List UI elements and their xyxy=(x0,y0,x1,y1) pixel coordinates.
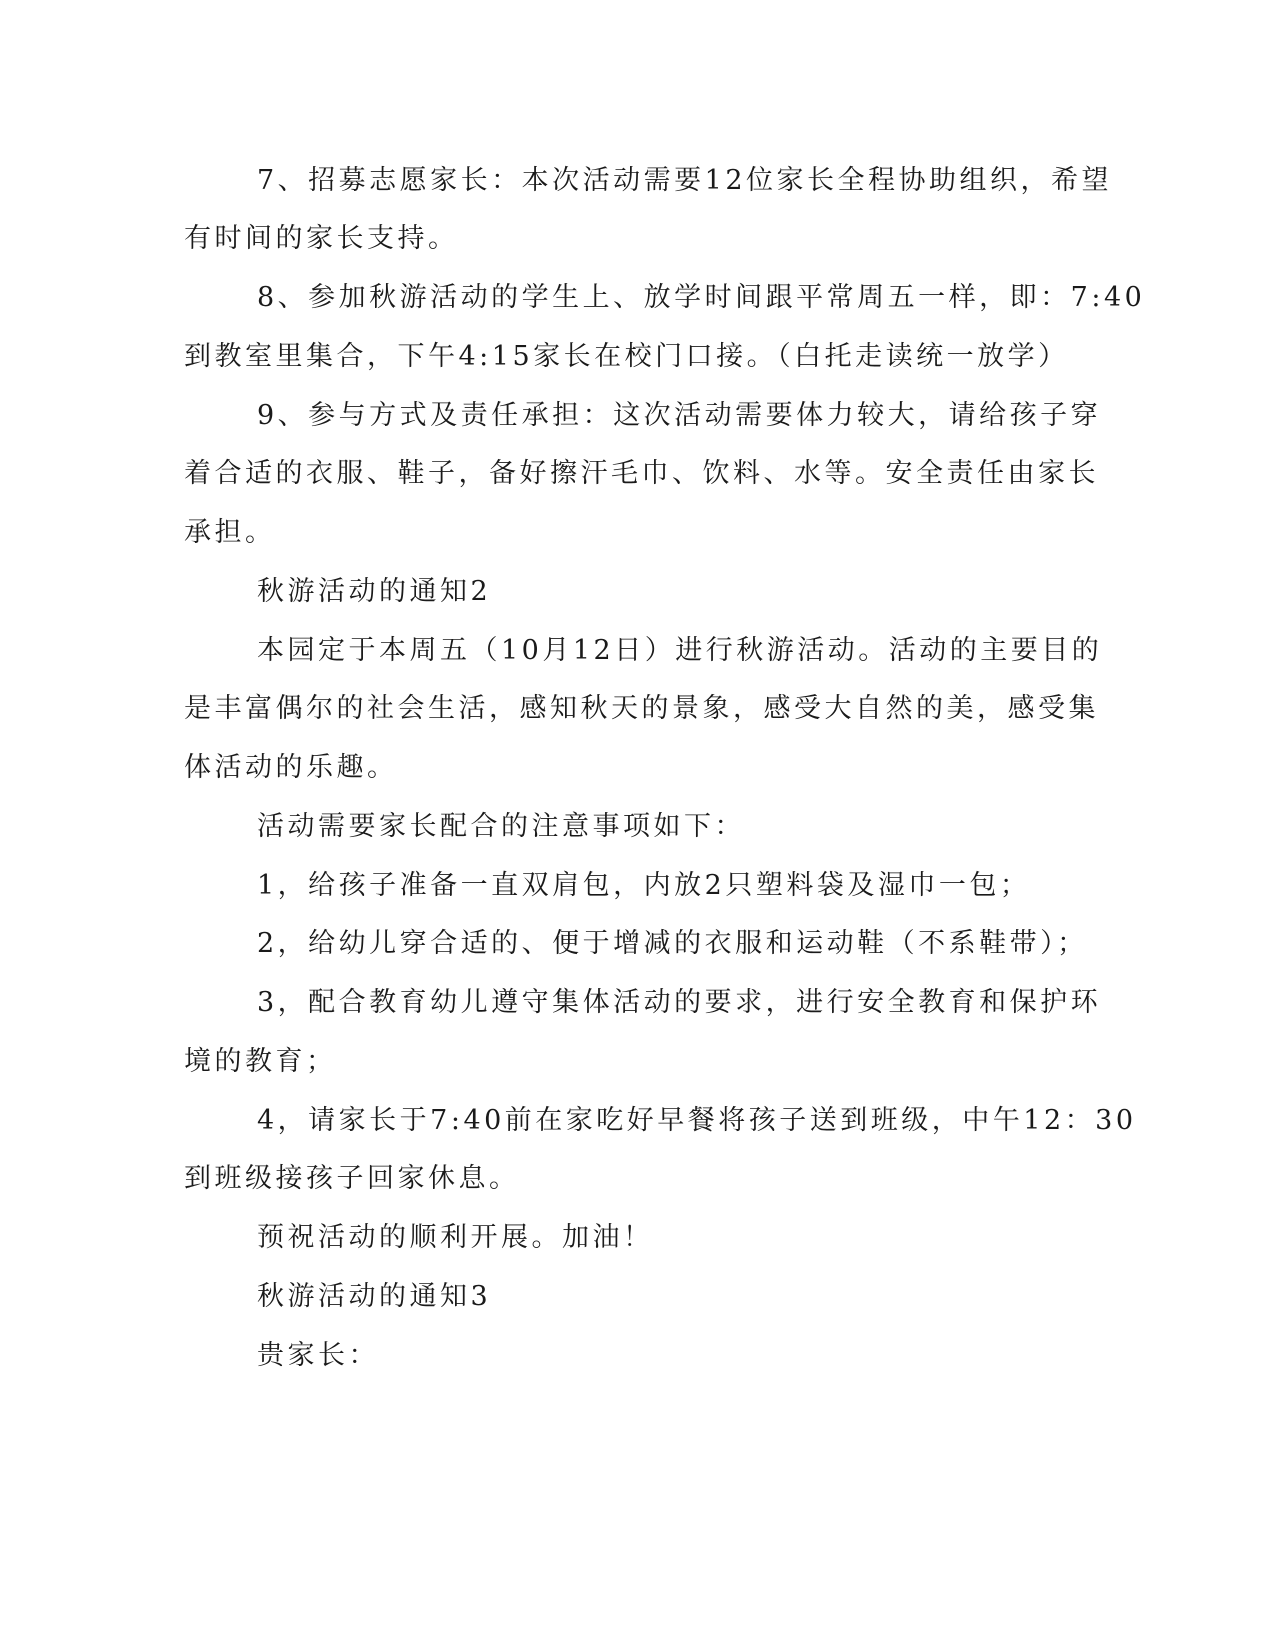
item-7-line-2: 有时间的家长支持。 xyxy=(184,223,459,254)
note-1: 1，给孩子准备一直双肩包，内放2只塑料袋及湿巾一包； xyxy=(257,870,1031,901)
notes-heading: 活动需要家长配合的注意事项如下： xyxy=(257,811,745,842)
item-9-line-2: 着合适的衣服、鞋子，备好擦汗毛巾、饮料、水等。安全责任由家长 xyxy=(184,458,1099,489)
intro-paragraph-line-1: 本园定于本周五（10月12日）进行秋游活动。活动的主要目的 xyxy=(257,635,1103,666)
item-9-line-3: 承担。 xyxy=(184,517,276,548)
item-8-line-1: 8、参加秋游活动的学生上、放学时间跟平常周五一样，即：7:40 xyxy=(257,282,1146,313)
intro-paragraph-line-3: 体活动的乐趣。 xyxy=(184,752,398,783)
item-9-line-1: 9、参与方式及责任承担：这次活动需要体力较大，请给孩子穿 xyxy=(257,400,1102,431)
note-4-line-2: 到班级接孩子回家休息。 xyxy=(184,1163,520,1194)
item-7-line-1: 7、招募志愿家长：本次活动需要12位家长全程协助组织，希望 xyxy=(257,165,1113,196)
intro-paragraph-line-2: 是丰富偶尔的社会生活，感知秋天的景象，感受大自然的美，感受集 xyxy=(184,693,1099,724)
salutation: 贵家长： xyxy=(257,1340,379,1371)
note-3-line-1: 3，配合教育幼儿遵守集体活动的要求，进行安全教育和保护环 xyxy=(257,987,1102,1018)
note-2: 2，给幼儿穿合适的、便于增减的衣服和运动鞋（不系鞋带）； xyxy=(257,928,1088,959)
section-heading-2: 秋游活动的通知2 xyxy=(257,576,492,607)
note-3-line-2: 境的教育； xyxy=(184,1046,337,1077)
section-heading-3: 秋游活动的通知3 xyxy=(257,1281,492,1312)
note-4-line-1: 4，请家长于7:40前在家吃好早餐将孩子送到班级，中午12：30 xyxy=(257,1105,1137,1136)
closing-wish: 预祝活动的顺利开展。加油！ xyxy=(257,1222,654,1253)
item-8-line-2: 到教室里集合，下午4:15家长在校门口接。（白托走读统一放学） xyxy=(184,341,1069,372)
